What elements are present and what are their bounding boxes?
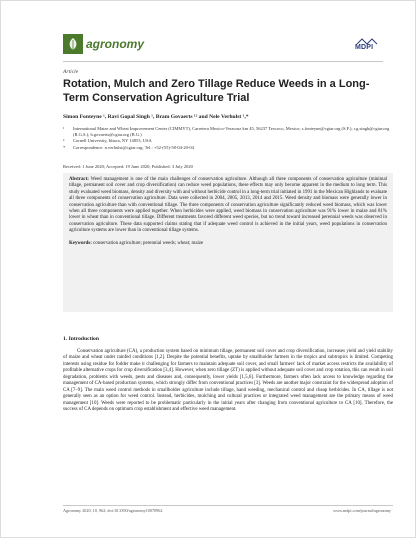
article-type: Article <box>63 69 79 75</box>
abstract-box <box>63 173 393 312</box>
journal-logo-icon <box>63 34 83 54</box>
affiliation-text: International Maize and Wheat Improvement Center (CIMMYT), Carretera Mexico-Veracruz km 45, 56237 Texcoco, Mexico; s.fonteyne@cgiar.org (S.F.); r.g.singh@cgiar.org (R.G.S.); b.govaerts@cgiar.org (B.G.) <box>73 126 390 138</box>
publisher-name: MDPI <box>355 44 374 51</box>
affiliation-text: Correspondence: n.verhulst@cgiar.org; Tel.: +52-(55)-58-04-20-04 <box>73 144 194 150</box>
affiliations <box>63 126 393 151</box>
abstract-text: Weed management is one of the main challenges of conservation agriculture. Although all three components of conservation agriculture (minimal tillage, permanent soil cover and crop diversification) can reduce weed populations, these effects may only become apparent in the medium to long term. This study evaluated weed biomass, density and diversity with and without herbicide control in a long-term trial initiated in 1991 in the Mexican Highlands to evaluate all three components of conservation agriculture. Data were collected in 2004, 2005, 2013, 2014 and 2015. Weed density and biomass were generally lower in conservation agriculture than with conventional tillage. The three components of conservation agriculture significantly reduced weed biomass, which was lower when all three components were applied together. When herbicides were applied, weed biomass in conservation agriculture was 91% lower in maize and 81% lower in wheat than in conventional tillage. Different treatments favored different weed species, but no trend toward increased perennial weeds was observed in conservation agriculture. These data supported claims stating that if adequate weed control is achieved in the initial years, weed populations in conservation agriculture systems are lower than in conventional tillage systems. <box>69 177 388 234</box>
keywords-text: conservation agriculture; perennial weeds; wheat; maize <box>93 240 204 246</box>
publisher-logo-icon <box>353 38 383 56</box>
author-list: Simon Fonteyne ¹, Ravi Gopal Singh ¹, Bram Govaerts ¹² and Nele Verhulst ¹,* <box>63 114 249 120</box>
section-body-text: Conservation agriculture (CA), a production system based on minimum tillage, permanent soil cover and crop diversification, increases yield and yield stability of maize and wheat under rainfed conditions [1,2]. Despite the potential benefits, uptake by smallholder farmers in the tropics and subtropics is limited. Competing interests using residue for fodder make it challenging for farmers to maintain adequate soil cover, and small farmers' lack of market access restricts the availability of profitable alternative crops for crop diversification [3,4]. However, when zero tillage (ZT) is applied without adequate soil cover and crop rotation, this can result in soil degradation, problems with weeds, pests and diseases and, consequently, lower yields [1,5,6]. Furthermore, farmers often lack access to knowledge regarding the management of CA-based production systems, which strongly differ from conventional practices [3]. Weeds are another major constraint for the widespread adoption of CA [7–9]. The main weed control methods in smallholder agriculture include tillage, hand weeding, mechanical control and cheap herbicides. In CA, tillage is not generally seen as an option for weed control. Instead, herbicides, mulching and cultural practices or integrated weed management are the primary means of weed management [10]. Weeds were reported to be problematic particularly in the initial years after changing from conventional agriculture to CA [10]. Therefore, the success of CA depends on optimum crop establishment and effective weed management. <box>63 349 393 413</box>
footer-divider <box>63 505 393 506</box>
journal-header <box>63 34 383 60</box>
keywords-label: Keywords: <box>69 240 92 246</box>
abstract <box>69 177 387 235</box>
footer-citation: Agronomy 2020, 10, 962; doi:10.3390/agronomy10070962 <box>63 508 163 513</box>
keywords <box>69 241 387 247</box>
section-heading: 1. Introduction <box>63 336 99 342</box>
header-divider <box>63 61 383 62</box>
journal-name: agronomy <box>86 37 145 51</box>
publication-dates: Received: 1 June 2020; Accepted: 19 June 2020; Published: 3 July 2020 <box>63 164 193 169</box>
footer-url[interactable]: www.mdpi.com/journal/agronomy <box>333 508 391 513</box>
abstract-label: Abstract: <box>69 177 89 182</box>
article-title: Rotation, Mulch and Zero Tillage Reduce Weeds in a Long-Term Conservation Agriculture Trial <box>63 78 370 104</box>
affiliation-text: Cornell University, Ithaca, NY 14853, USA <box>73 138 152 144</box>
affiliation-marker: ² <box>63 138 65 144</box>
affiliation-marker: * <box>63 144 66 150</box>
affiliation-marker: ¹ <box>63 126 65 131</box>
affiliation-item <box>63 145 393 151</box>
affiliation-item <box>63 126 393 138</box>
